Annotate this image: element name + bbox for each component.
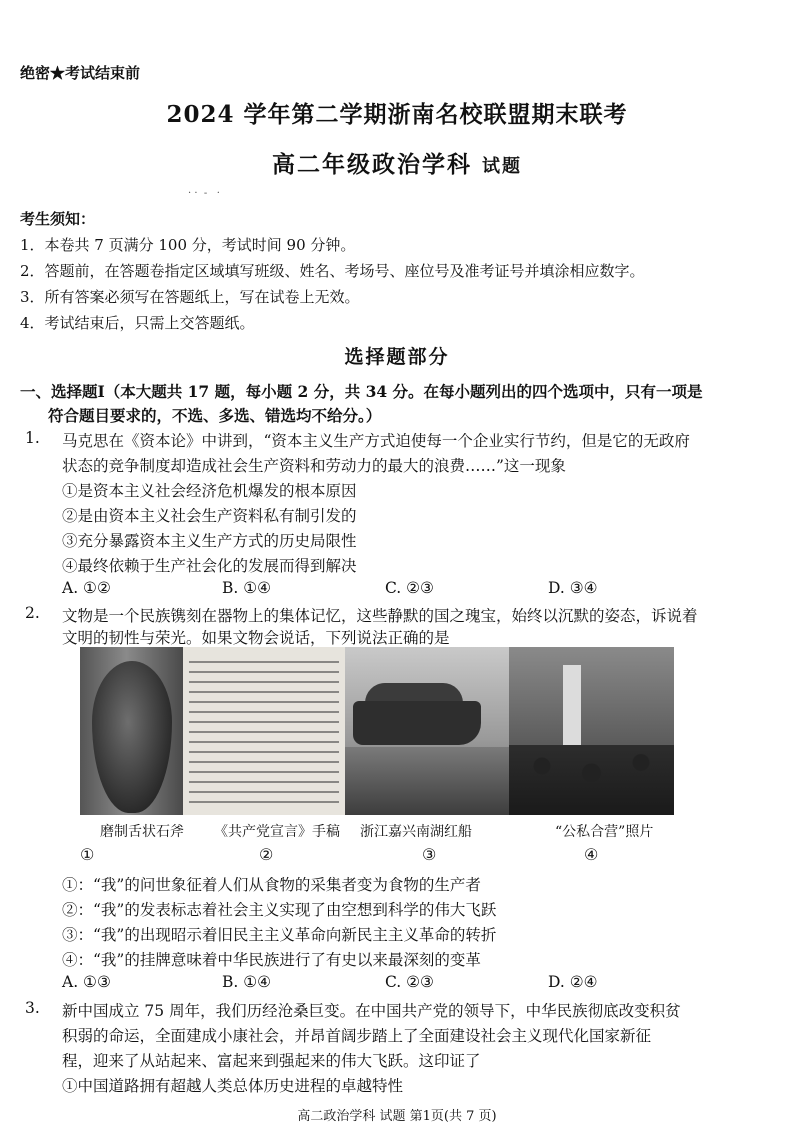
artifact-photos — [80, 647, 674, 815]
stone-axe-photo — [80, 647, 183, 815]
photo-caption-1: 磨制舌状石斧 — [100, 824, 184, 840]
question-2-option-d[interactable]: D. ②④ — [548, 973, 598, 991]
exam-title: 2024 学年第二学期浙南名校联盟期末联考 — [166, 101, 628, 128]
question-1-option-d[interactable]: D. ③④ — [548, 579, 598, 597]
question-2-item: ④：“我”的挂牌意味着中华民族进行了有史以来最深刻的变革 — [62, 951, 481, 969]
photo-caption-2: 《共产党宣言》手稿 — [214, 824, 340, 840]
question-1-option-c[interactable]: C. ②③ — [385, 579, 434, 597]
question-1-item: ④最终依赖于生产社会化的发展而得到解决 — [62, 557, 357, 575]
joint-venture-photo — [509, 647, 674, 815]
notice-item: 3．所有答案必须写在答题纸上，写在试卷上无效。 — [20, 288, 360, 306]
question-2-stem: 文物是一个民族镌刻在器物上的集体记忆，这些静默的国之瑰宝，始终以沉默的姿态，诉说着 — [62, 607, 698, 625]
question-2-item: ①：“我”的问世象征着人们从食物的采集者变为食物的生产者 — [62, 876, 481, 894]
question-2-item: ③：“我”的出现昭示着旧民主主义革命向新民主主义革命的转折 — [62, 926, 497, 944]
question-2-option-c[interactable]: C. ②③ — [385, 973, 434, 991]
photo-number-4: ④ — [584, 845, 599, 864]
photo-caption-4: “公私合营”照片 — [555, 824, 654, 840]
question-1-item: ③充分暴露资本主义生产方式的历史局限性 — [62, 532, 357, 550]
question-3-item: ①中国道路拥有超越人类总体历史进程的卓越特性 — [62, 1077, 404, 1095]
notice-item: 2．答题前，在答题卷指定区域填写班级、姓名、考场号、座位号及准考证号并填涂相应数字。 — [20, 262, 645, 280]
subtitle-suffix: 试题 — [482, 156, 522, 177]
question-3-stem: 积弱的命运，全面建成小康社会，并昂首阔步踏上了全面建设社会主义现代化国家新征 — [62, 1027, 652, 1045]
notice-item: 4．考试结束后，只需上交答题纸。 — [20, 314, 255, 332]
question-2-option-a[interactable]: A. ①③ — [62, 973, 111, 991]
red-boat-photo — [345, 647, 509, 815]
question-3-number: 3. — [25, 999, 40, 1017]
photo-number-3: ③ — [422, 845, 437, 864]
question-1-number: 1. — [25, 429, 40, 447]
question-2-number: 2. — [25, 604, 40, 622]
question-3-stem: 程，迎来了从站起来、富起来到强起来的伟大飞跃。这印证了 — [62, 1052, 481, 1070]
question-2-stem: 文明的韧性与荣光。如果文物会说话，下列说法正确的是 — [62, 629, 450, 647]
notice-heading: 考生须知： — [20, 210, 96, 228]
exam-subtitle — [0, 146, 794, 179]
question-1-option-a[interactable]: A. ①② — [62, 579, 111, 597]
photo-number-2: ② — [259, 845, 274, 864]
question-1-item: ①是资本主义社会经济危机爆发的根本原因 — [62, 482, 357, 500]
subtitle-main: 高二年级政治学科 — [271, 151, 472, 178]
part-intro-line1: 一、选择题Ⅰ（本大题共 17 题，每小题 2 分，共 34 分。在每小题列出的四个选项中，只有一项是 — [20, 382, 703, 401]
photo-number-1: ① — [80, 845, 95, 864]
question-2-option-b[interactable]: B. ①④ — [222, 973, 272, 991]
photo-caption-3: 浙江嘉兴南湖红船 — [360, 824, 472, 840]
part-intro-line2: 符合题目要求的，不选、多选、错选均不给分。） — [48, 406, 382, 425]
question-1-option-b[interactable]: B. ①④ — [222, 579, 272, 597]
confidential-mark: 绝密★考试结束前 — [20, 64, 141, 82]
manifesto-manuscript-photo — [183, 647, 345, 815]
question-1-item: ②是由资本主义社会生产资料私有制引发的 — [62, 507, 357, 525]
scan-noise: · · - · — [188, 188, 220, 199]
question-3-stem: 新中国成立 75 周年，我们历经沧桑巨变。在中国共产党的领导下，中华民族彻底改变积贫 — [62, 1002, 681, 1020]
notice-item: 1．本卷共 7 页满分 100 分，考试时间 90 分钟。 — [20, 236, 356, 254]
question-1-stem: 状态的竞争制度却造成社会生产资料和劳动力的最大的浪费……”这一现象 — [62, 457, 566, 475]
question-2-item: ②：“我”的发表标志着社会主义实现了由空想到科学的伟大飞跃 — [62, 901, 497, 919]
page-footer: 高二政治学科 试题 第1页(共 7 页) — [297, 1109, 497, 1124]
question-1-stem: 马克思在《资本论》中讲到，“资本主义生产方式迫使每一个企业实行节约，但是它的无政府 — [62, 432, 690, 450]
section-title: 选择题部分 — [344, 346, 450, 368]
